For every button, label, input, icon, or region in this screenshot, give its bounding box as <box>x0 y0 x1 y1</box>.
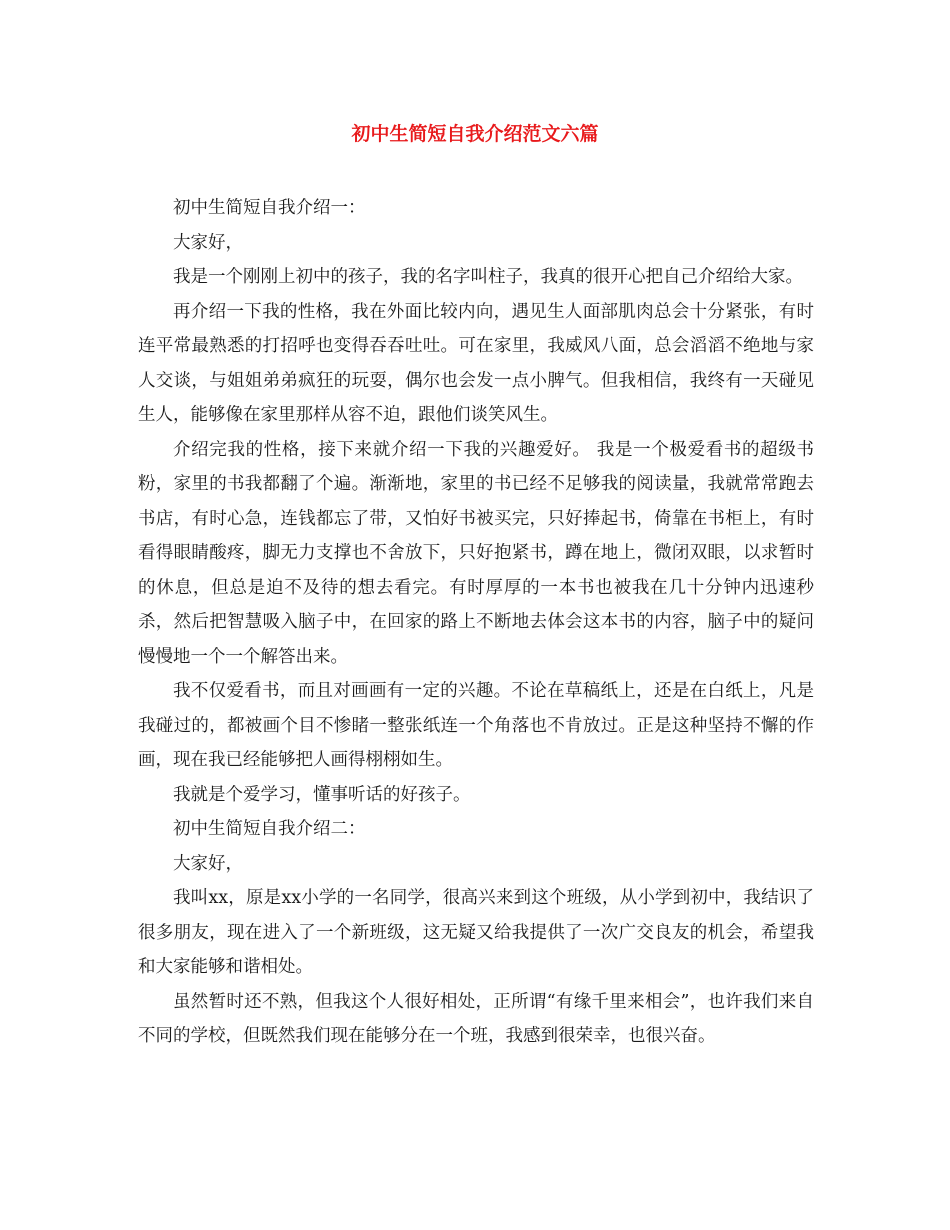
greeting-paragraph: 大家好， <box>173 853 243 874</box>
section-heading-1: 初中生简短自我介绍一： <box>173 198 366 218</box>
section-heading-2: 初中生简短自我介绍二： <box>173 819 366 839</box>
greeting-paragraph: 大家好， <box>173 232 243 253</box>
body-paragraph: 我就是个爱学习，懂事听话的好孩子。 <box>173 784 471 805</box>
body-paragraph: 我不仅爱看书，而且对画画有一定的兴趣。不论在草稿纸上，还是在白纸上，凡是我碰过的，都被画个目不惨睹一整张纸连一个角落也不肯放过。正是这种坚持不懈的作画，现在我已经能够把人画得栩栩如生。 <box>138 681 814 770</box>
body-paragraph: 再介绍一下我的性格，我在外面比较内向，遇见生人面部肌肉总会十分紧张，有时连平常最熟悉的打招呼也变得吞吞吐吐。可在家里，我威风八面，总会滔滔不绝地与家人交谈，与姐姐弟弟疯狂的玩耍，偶尔也会发一点小脾气。但我相信，我终有一天碰见生人，能够像在家里那样从容不迫，跟他们谈笑风生。 <box>138 301 814 425</box>
body-paragraph: 我是一个刚刚上初中的孩子，我的名字叫柱子，我真的很开心把自己介绍给大家。 <box>173 267 803 287</box>
body-paragraph: 介绍完我的性格，接下来就介绍一下我的兴趣爱好。 我是一个极爱看书的超级书粉，家里的书我都翻了个遍。渐渐地，家里的书已经不足够我的阅读量，我就常常跑去书店，有时心急，连钱都忘了带，又怕好书被买完，只好捧起书，倚靠在书柜上，有时看得眼睛酸疼，脚无力支撑也不舍放下，只好抱紧书，蹲在地上，微闭双眼，以求暂时的休息，但总是迫不及待的想去看完。有时厚厚的一本书也被我在几十分钟内迅速秒杀，然后把智慧吸入脑子中，在回家的路上不断地去体会这本书的内容，脑子中的疑问慢慢地一个一个解答出来。 <box>138 439 814 667</box>
document-title: 初中生简短自我介绍范文六篇 <box>351 123 599 145</box>
document-body <box>138 191 814 1054</box>
body-paragraph: 我叫xx，原是xx小学的一名同学，很高兴来到这个班级，从小学到初中，我结识了很多朋友，现在进入了一个新班级，这无疑又给我提供了一次广交良友的机会，希望我和大家能够和谐相处。 <box>138 888 814 977</box>
body-paragraph: 虽然暂时还不熟，但我这个人很好相处，正所谓“有缘千里来相会”，也许我们来自不同的学校，但既然我们现在能够分在一个班，我感到很荣幸，也很兴奋。 <box>138 991 814 1046</box>
